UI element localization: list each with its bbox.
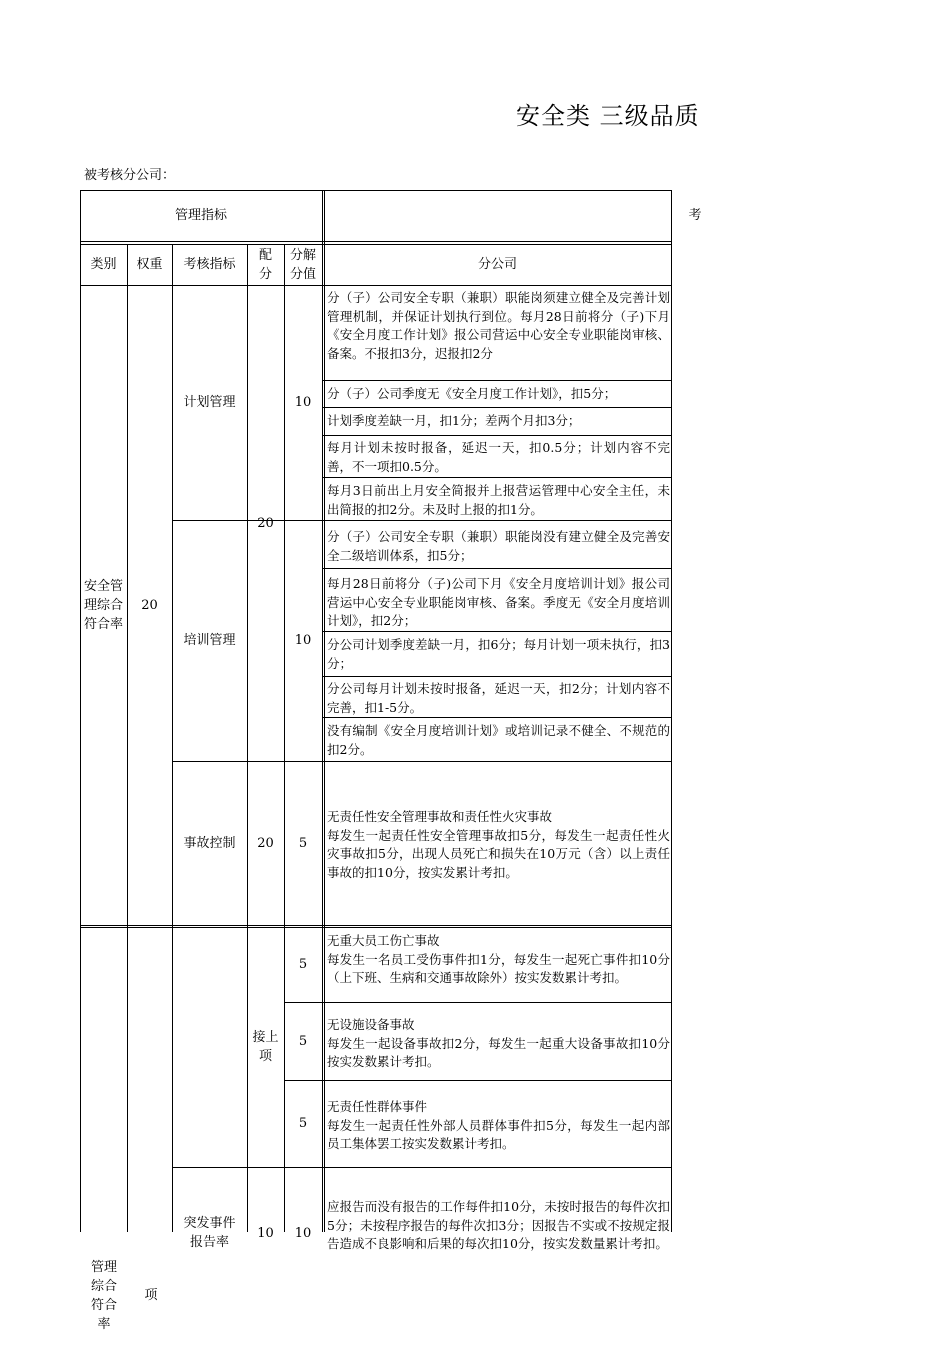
criterion-text: 每月计划未按时报备，延迟一天，扣0.5分；计划内容不完善，不一项扣0.5分。 bbox=[327, 440, 670, 474]
criterion-text: 无责任性群体事件 每发生一起责任性外部人员群体事件扣5分，每发生一起内部员工集体罢工按实发数累计考扣。 bbox=[327, 1099, 670, 1151]
criterion-text: 计划季度差缺一月，扣1分；差两个月扣3分； bbox=[327, 413, 581, 428]
indicator-plan-mgmt: 计划管理 bbox=[183, 395, 236, 410]
sub-value: 5 bbox=[298, 1116, 308, 1131]
criterion-text: 应报告而没有报告的工作每件扣10分，未按时报告的每件次扣5分；未按程序报告的每件次扣3分；因报告不实或不按规定报告造成不良影响和后果的每次扣10分，按实发数量累计考扣。 bbox=[327, 1199, 670, 1251]
criterion-text: 无重大员工伤亡事故 每发生一名员工受伤事件扣1分，每发生一起死亡事件扣10分（上下班、生病和交通事故除外）按实发数累计考扣。 bbox=[327, 933, 670, 985]
criterion-text: 没有编制《安全月度培训计划》或培训记录不健全、不规范的扣2分。 bbox=[327, 723, 670, 757]
sub-plan-mgmt: 10 bbox=[294, 395, 312, 410]
header-indicator: 考核指标 bbox=[183, 257, 236, 272]
alloc-incident-report: 10 bbox=[257, 1225, 274, 1241]
footer-item: 项 bbox=[144, 1287, 158, 1303]
indicator-training-mgmt: 培训管理 bbox=[183, 633, 236, 648]
criterion-text: 分公司每月计划未按时报备，延迟一天，扣2分；计划内容不完善，扣1-5分。 bbox=[327, 681, 670, 715]
section1-category: 安全管理综合符合率 bbox=[83, 578, 123, 632]
criterion-text: 分公司计划季度差缺一月，扣6分；每月计划一项未执行，扣3分； bbox=[327, 637, 670, 671]
sub-incident-report: 10 bbox=[294, 1225, 312, 1241]
sub-value: 5 bbox=[298, 957, 308, 972]
criterion-text: 每月28日前将分（子)公司下月《安全月度培训计划》报公司营运中心安全专业职能岗审核、备案。季度无《安全月度培训计划》，扣2分； bbox=[327, 576, 670, 628]
header-mgmt-indicators: 管理指标 bbox=[174, 208, 227, 223]
alloc-plan-train: 20 bbox=[257, 515, 274, 531]
header-assess: 考 bbox=[688, 208, 702, 223]
sub-training-mgmt: 10 bbox=[294, 633, 312, 648]
sub-accident-control: 5 bbox=[298, 835, 308, 851]
alloc-accident-control: 20 bbox=[257, 835, 274, 851]
page-title: 安全类 三级品质 bbox=[516, 102, 700, 130]
sub-value: 5 bbox=[298, 1033, 308, 1049]
indicator-incident-report: 突发事件报告率 bbox=[183, 1216, 236, 1250]
criterion-text: 每月3日前出上月安全简报并上报营运管理中心安全主任，未出简报的扣2分。未及时上报的扣1分。 bbox=[327, 483, 670, 517]
header-branch: 分公司 bbox=[477, 257, 517, 272]
header-alloc: 配分 bbox=[258, 247, 272, 282]
criterion-text: 分（子）公司安全专职（兼职）职能岗没有建立健全及完善安全二级培训体系，扣5分； bbox=[327, 529, 670, 563]
section1-weight: 20 bbox=[141, 597, 158, 613]
footer-category: 管理综合符合率 bbox=[90, 1260, 117, 1332]
criterion-text: 无设施设备事故 每发生一起设备事故扣2分，每发生一起重大设备事故扣10分按实发数累计考扣。 bbox=[327, 1017, 670, 1069]
criterion-text: 分（子）公司季度无《安全月度工作计划》，扣5分； bbox=[327, 386, 617, 401]
header-sub-score: 分解分值 bbox=[289, 247, 316, 282]
continuation-label: 接上项 bbox=[252, 1030, 279, 1064]
header-weight: 权重 bbox=[136, 257, 163, 272]
criterion-text: 无责任性安全管理事故和责任性火灾事故 每发生一起责任性安全管理事故扣5分，每发生一起责任性火灾事故扣5分，出现人员死亡和损失在10万元（含）以上责任事故的扣10分，按实发累计考扣。 bbox=[327, 809, 670, 880]
company-label: 被考核分公司： bbox=[84, 168, 176, 183]
criterion-text: 分（子）公司安全专职（兼职）职能岗须建立健全及完善计划管理机制，并保证计划执行到位。每月28日前将分（子)下月《安全月度工作计划》报公司营运中心安全专业职能岗审核、备案。不报扣3分，迟报扣2分 bbox=[327, 290, 670, 361]
header-category: 类别 bbox=[90, 257, 117, 272]
indicator-accident-control: 事故控制 bbox=[183, 835, 236, 851]
